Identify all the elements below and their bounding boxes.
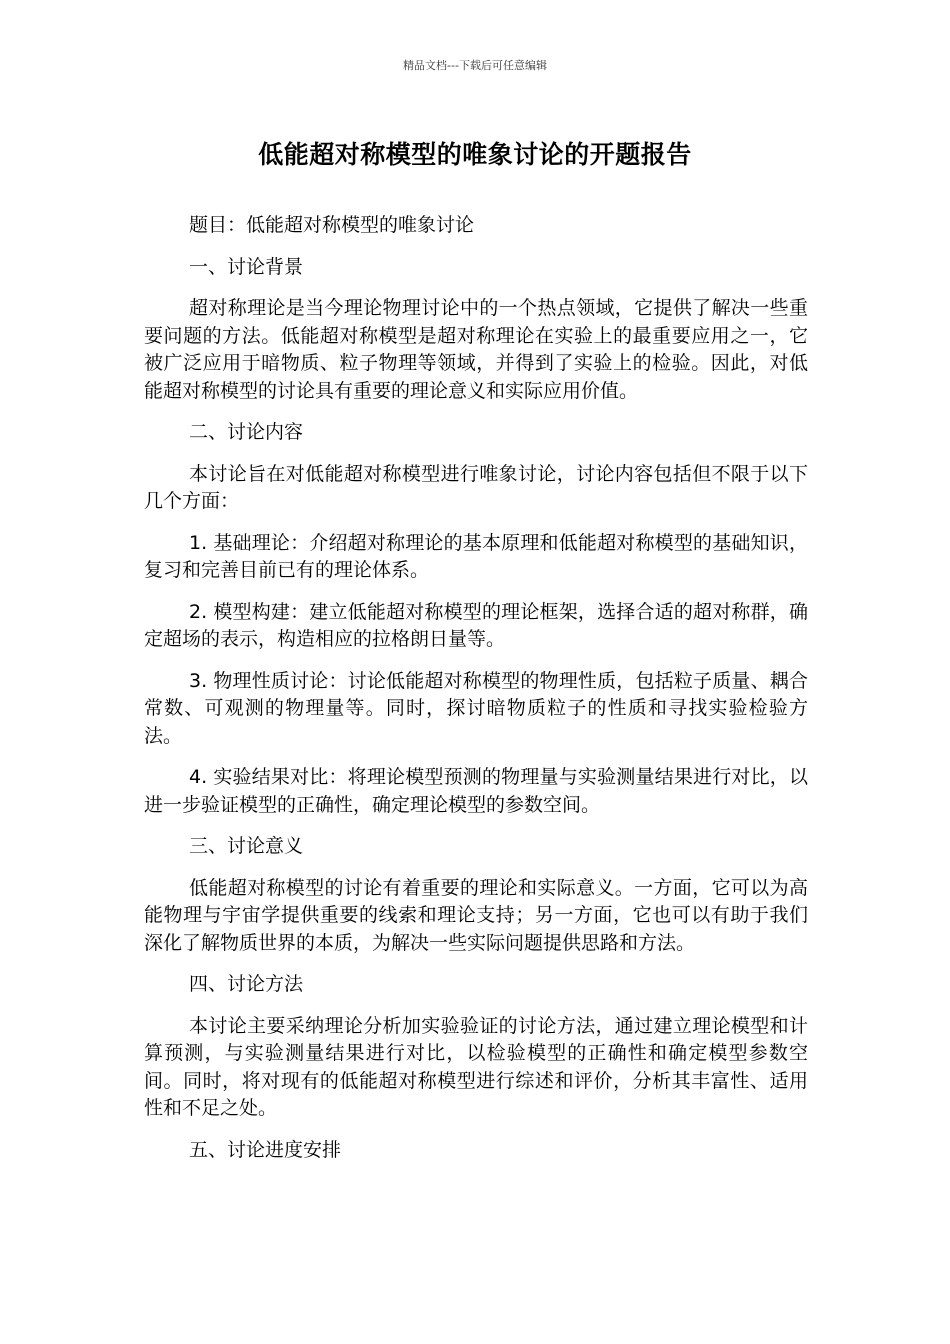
section-heading-significance: 三、讨论意义 — [189, 835, 304, 857]
list-item-physical-properties: 3. 物理性质讨论：讨论低能超对称模型的物理性质，包括粒子质量、耦合常数、可观测的物理量等。同时，探讨暗物质粒子的性质和寻找实验检验方法。 — [144, 669, 808, 747]
section-heading-schedule: 五、讨论进度安排 — [189, 1138, 342, 1161]
section-heading-content: 二、讨论内容 — [189, 421, 304, 443]
paragraph-background: 超对称理论是当今理论物理讨论中的一个热点领域，它提供了解决一些重要问题的方法。低能超对称模型是超对称理论在实验上的最重要应用之一，它被广泛应用于暗物质、粒子物理等领域，并得到了实验上的检验。因此，对低能超对称模型的讨论具有重要的理论意义和实际应用价值。 — [144, 297, 808, 402]
section-heading-method: 四、讨论方法 — [189, 973, 304, 995]
list-item-basic-theory: 1. 基础理论：介绍超对称理论的基本原理和低能超对称模型的基础知识，复习和完善目前已有的理论体系。 — [144, 531, 808, 581]
paragraph-method: 本讨论主要采纳理论分析加实验验证的讨论方法，通过建立理论模型和计算预测，与实验测量结果进行对比，以检验模型的正确性和确定模型参数空间。同时，将对现有的低能超对称模型进行综述和评价，分析其丰富性、适用性和不足之处。 — [144, 1014, 808, 1119]
paragraph-significance: 低能超对称模型的讨论有着重要的理论和实际意义。一方面，它可以为高能物理与宇宙学提供重要的线索和理论支持；另一方面，它也可以有助于我们深化了解物质世界的本质，为解决一些实际问题提供思路和方法。 — [144, 876, 808, 954]
document-body — [144, 212, 808, 1178]
header-note: 精品文档---下载后可任意编辑 — [403, 59, 547, 72]
list-item-experimental-comparison: 4. 实验结果对比：将理论模型预测的物理量与实验测量结果进行对比，以进一步验证模型的正确性，确定理论模型的参数空间。 — [144, 766, 808, 816]
paragraph-content-intro: 本讨论旨在对低能超对称模型进行唯象讨论，讨论内容包括但不限于以下几个方面： — [144, 462, 808, 512]
document-title: 低能超对称模型的唯象讨论的开题报告 — [258, 140, 692, 169]
list-item-model-construction: 2. 模型构建：建立低能超对称模型的理论框架，选择合适的超对称群，确定超场的表示，构造相应的拉格朗日量等。 — [144, 600, 808, 650]
topic-line: 题目：低能超对称模型的唯象讨论 — [189, 214, 475, 236]
section-heading-background: 一、讨论背景 — [189, 255, 304, 278]
